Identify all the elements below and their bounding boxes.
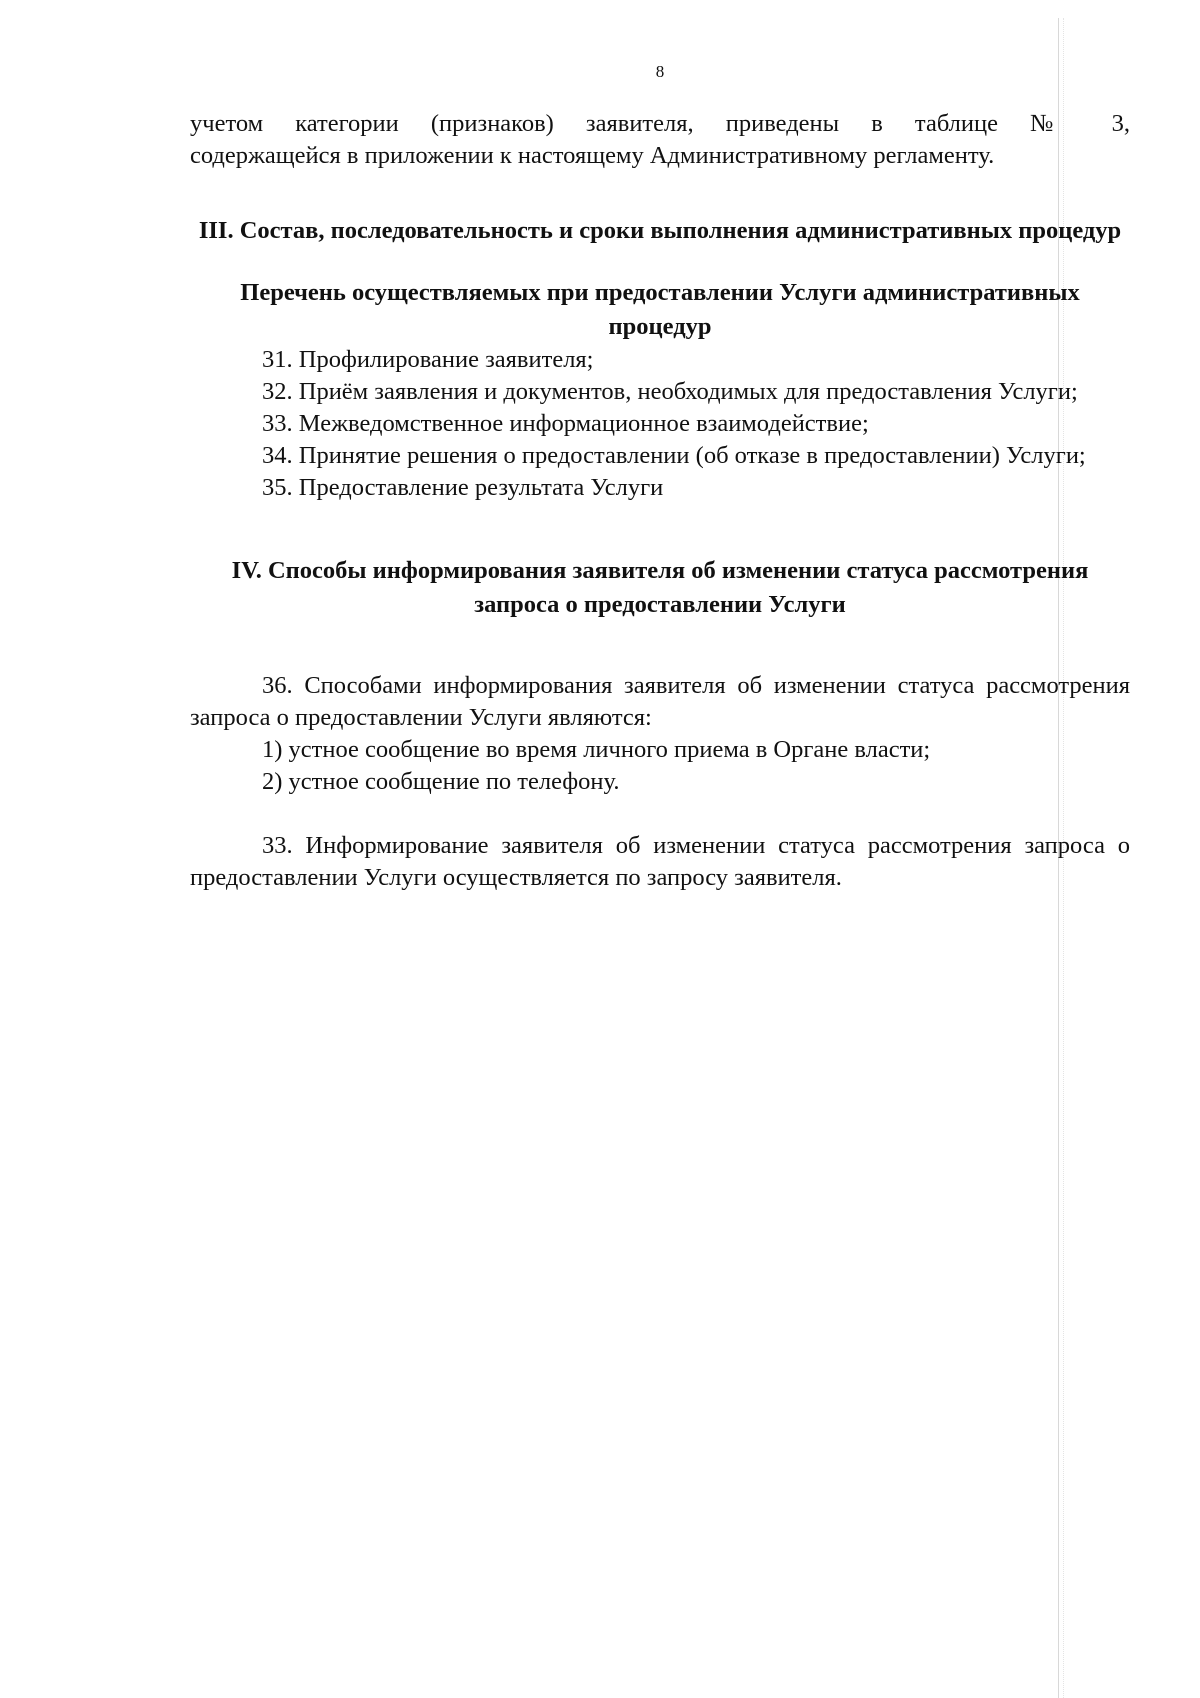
procedures-list-heading: Перечень осуществляемых при предоставлении Услуги административных процедур <box>240 279 1080 340</box>
paragraph-36: 36. Способами информирования заявителя об изменении статуса рассмотрения запроса о предоставлении Услуги являются: <box>190 672 1130 731</box>
method-item-1: 1) устное сообщение во время личного приема в Органе власти; <box>262 736 931 763</box>
procedure-item-35: 35. Предоставление результата Услуги <box>262 474 664 501</box>
intro-paragraph <box>190 108 1130 172</box>
procedure-item-34: 34. Принятие решения о предоставлении (об отказе в предоставлении) Услуги; <box>262 442 1086 469</box>
procedure-item-31: 31. Профилирование заявителя; <box>262 346 594 373</box>
method-item-2: 2) устное сообщение по телефону. <box>262 768 620 795</box>
procedure-item-32: 32. Приём заявления и документов, необходимых для предоставления Услуги; <box>262 378 1078 405</box>
section-4-heading: IV. Способы информирования заявителя об изменении статуса рассмотрения запроса о предоставлении Услуги <box>231 557 1089 618</box>
intro-line-2: содержащейся в приложении к настоящему Административному регламенту. <box>190 142 995 169</box>
document-body <box>190 108 1130 894</box>
page-number: 8 <box>655 62 665 81</box>
section-3-heading: III. Состав, последовательность и сроки выполнения административных процедур <box>198 217 1122 244</box>
intro-line-1: учетом категории (признаков) заявителя, приведены в таблице № 3, <box>190 110 1130 137</box>
procedure-item-33: 33. Межведомственное информационное взаимодействие; <box>262 410 869 437</box>
paragraph-33: 33. Информирование заявителя об изменении статуса рассмотрения запроса о предоставлении Услуги осуществляется по запросу заявителя. <box>190 832 1130 891</box>
